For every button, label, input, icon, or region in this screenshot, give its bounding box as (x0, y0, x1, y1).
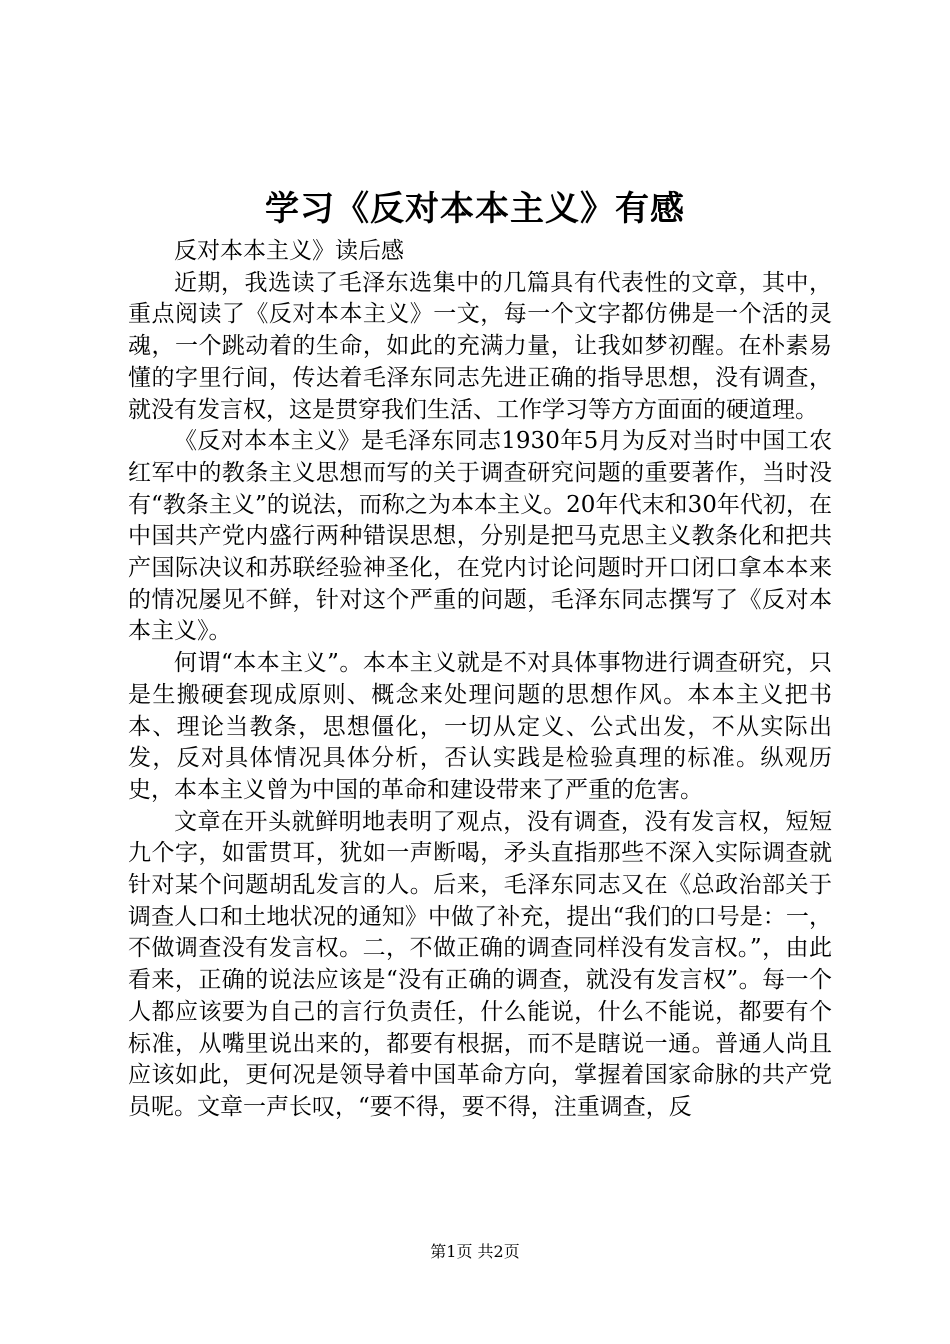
page-number-footer: 第1页 共2页 (430, 1242, 520, 1261)
paragraph-1: 近期，我选读了毛泽东选集中的几篇具有代表性的文章，其中，重点阅读了《反对本本主义》一文，每一个文字都仿佛是一个活的灵魂，一个跳动着的生命，如此的充满力量，让我如梦初醒。在朴素易懂的字里行间，传达着毛泽东同志先进正确的指导思想，没有调查，就没有发言权，这是贯穿我们生活、工作学习等方方面面的硬道理。 (128, 269, 832, 423)
paragraph-2: 《反对本本主义》是毛泽东同志1930年5月为反对当时中国工农红军中的教条主义思想而写的关于调查研究问题的重要著作，当时没有“教条主义”的说法，而称之为本本主义。20年代末和30年代初，在中国共产党内盛行两种错误思想，分别是把马克思主义教条化和把共产国际决议和苏联经验神圣化，在党内讨论问题时开口闭口拿本本来的情况屡见不鲜，针对这个严重的问题，毛泽东同志撰写了《反对本本主义》。 (128, 428, 832, 645)
paragraph-subtitle: 反对本本主义》读后感 (174, 238, 404, 264)
document-title: 学习《反对本本主义》有感 (265, 189, 685, 229)
paragraph-3: 何谓“本本主义”。本本主义就是不对具体事物进行调查研究，只是生搬硬套现成原则、概念来处理问题的思想作风。本本主义把书本、理论当教条，思想僵化，一切从定义、公式出发，不从实际出发，反对具体情况具体分析，否认实践是检验真理的标准。纵观历史，本本主义曾为中国的革命和建设带来了严重的危害。 (128, 650, 832, 803)
paragraph-4: 文章在开头就鲜明地表明了观点，没有调查，没有发言权，短短九个字，如雷贯耳，犹如一声断喝，矛头直指那些不深入实际调查就针对某个问题胡乱发言的人。后来，毛泽东同志又在《总政治部关于调查人口和土地状况的通知》中做了补充，提出“我们的口号是：一，不做调查没有发言权。二，不做正确的调查同样没有发言权。”，由此看来，正确的说法应该是“没有正确的调查，就没有发言权”。每一个人都应该要为自己的言行负责任，什么能说，什么不能说，都要有个标准，从嘴里说出来的，都要有根据，而不是瞎说一通。普通人尚且应该如此，更何况是领导着中国革命方向，掌握着国家命脉的共产党员呢。文章一声长叹，“要不得，要不得，注重调查，反 (128, 808, 832, 1120)
document-body (128, 236, 832, 1124)
